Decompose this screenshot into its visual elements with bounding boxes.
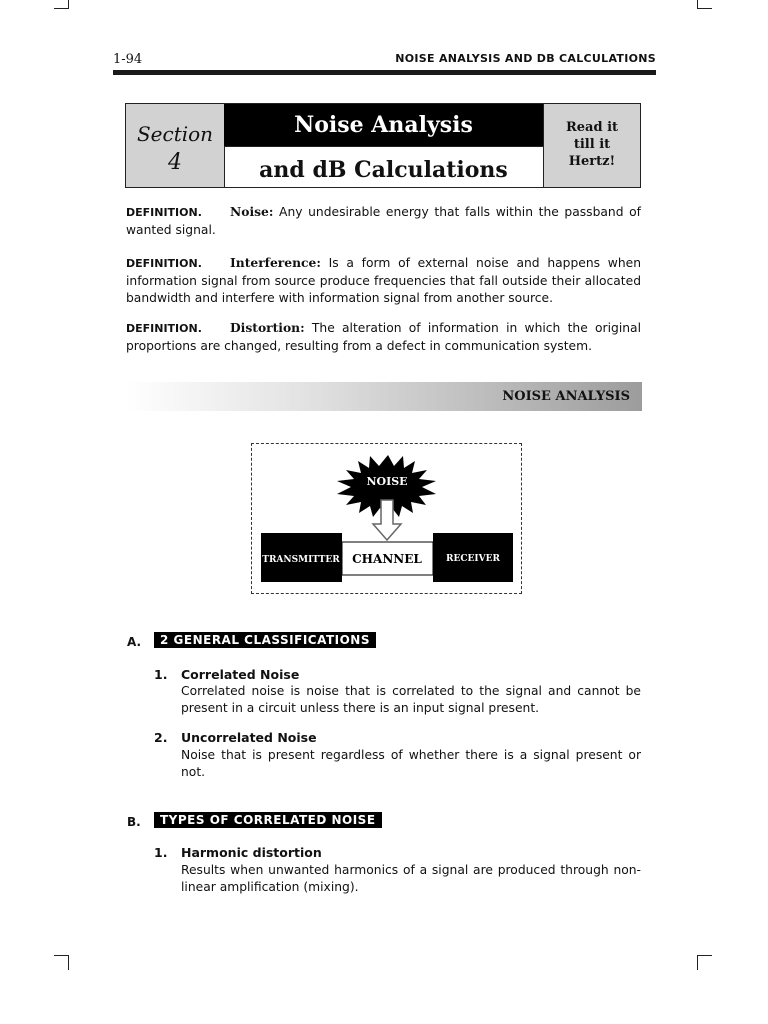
definition-tag: DEFINITION. <box>126 257 202 270</box>
definition-term: Distortion: <box>230 320 305 335</box>
receiver-label: RECEIVER <box>446 554 500 564</box>
definition-tag: DEFINITION. <box>126 322 202 335</box>
list-item-body: Noise that is present regardless of whether there is a signal present or not. <box>181 748 641 779</box>
list-item-body: Correlated noise is noise that is correlated to the signal and cannot be present in a circuit unless there is an input signal present. <box>181 684 641 715</box>
tagline-line: Hertz! <box>568 154 616 169</box>
header-rule <box>113 70 656 75</box>
banner-title: NOISE ANALYSIS <box>502 389 630 404</box>
tagline-line: till it <box>573 137 611 152</box>
list-item-number: 1. <box>154 667 168 682</box>
list-item-number: 2. <box>154 730 168 745</box>
definition-tag: DEFINITION. <box>126 206 202 219</box>
crop-mark-bottom-left <box>54 955 69 970</box>
tagline-line: Read it <box>565 120 619 135</box>
title-line-2: and dB Calculations <box>224 146 543 187</box>
page-number: 1-94 <box>113 52 143 67</box>
definition-interference <box>126 254 641 308</box>
crop-mark-top-right <box>697 0 712 9</box>
section-title-box <box>125 103 641 188</box>
definition-noise <box>126 203 641 239</box>
list-item-title: Harmonic distortion <box>181 845 322 860</box>
communication-system-diagram <box>251 443 522 594</box>
list-item-body: Results when unwanted harmonics of a signal are produced through non-linear amplification (mixing). <box>181 863 641 894</box>
channel-label: CHANNEL <box>352 552 422 566</box>
running-head: NOISE ANALYSIS AND DB CALCULATIONS <box>395 52 656 65</box>
tagline-cell <box>543 104 640 187</box>
section-b-letter: B. <box>127 815 141 829</box>
diagram-graphic <box>252 444 521 593</box>
transmitter-label: TRANSMITTER <box>262 555 340 565</box>
section-cell <box>126 104 225 187</box>
section-b-heading: TYPES OF CORRELATED NOISE <box>154 812 382 828</box>
list-item-number: 1. <box>154 845 168 860</box>
definition-text: Any undesirable energy that falls within the passband of wanted signal. <box>126 205 641 237</box>
title-line-1: Noise Analysis <box>224 104 543 146</box>
section-number: 4 <box>168 150 182 175</box>
definition-term: Interference: <box>230 255 321 270</box>
definition-text: The alteration of information in which the original proportions are changed, resulting from a defect in communication system. <box>126 321 641 353</box>
definition-term: Noise: <box>230 204 274 219</box>
crop-mark-bottom-right <box>697 955 712 970</box>
list-item-title: Uncorrelated Noise <box>181 730 317 745</box>
list-item-title: Correlated Noise <box>181 667 300 682</box>
definition-distortion <box>126 319 641 355</box>
section-word: Section <box>136 122 214 146</box>
crop-mark-top-left <box>54 0 69 9</box>
section-a-letter: A. <box>127 635 142 649</box>
section-a-heading: 2 GENERAL CLASSIFICATIONS <box>154 632 376 648</box>
noise-analysis-banner <box>126 382 642 411</box>
definition-text: Is a form of external noise and happens when information signal from source produce frequencies that fall outside their allocated bandwidth and interfere with information signal from another source. <box>126 256 641 305</box>
noise-label: NOISE <box>366 475 408 488</box>
